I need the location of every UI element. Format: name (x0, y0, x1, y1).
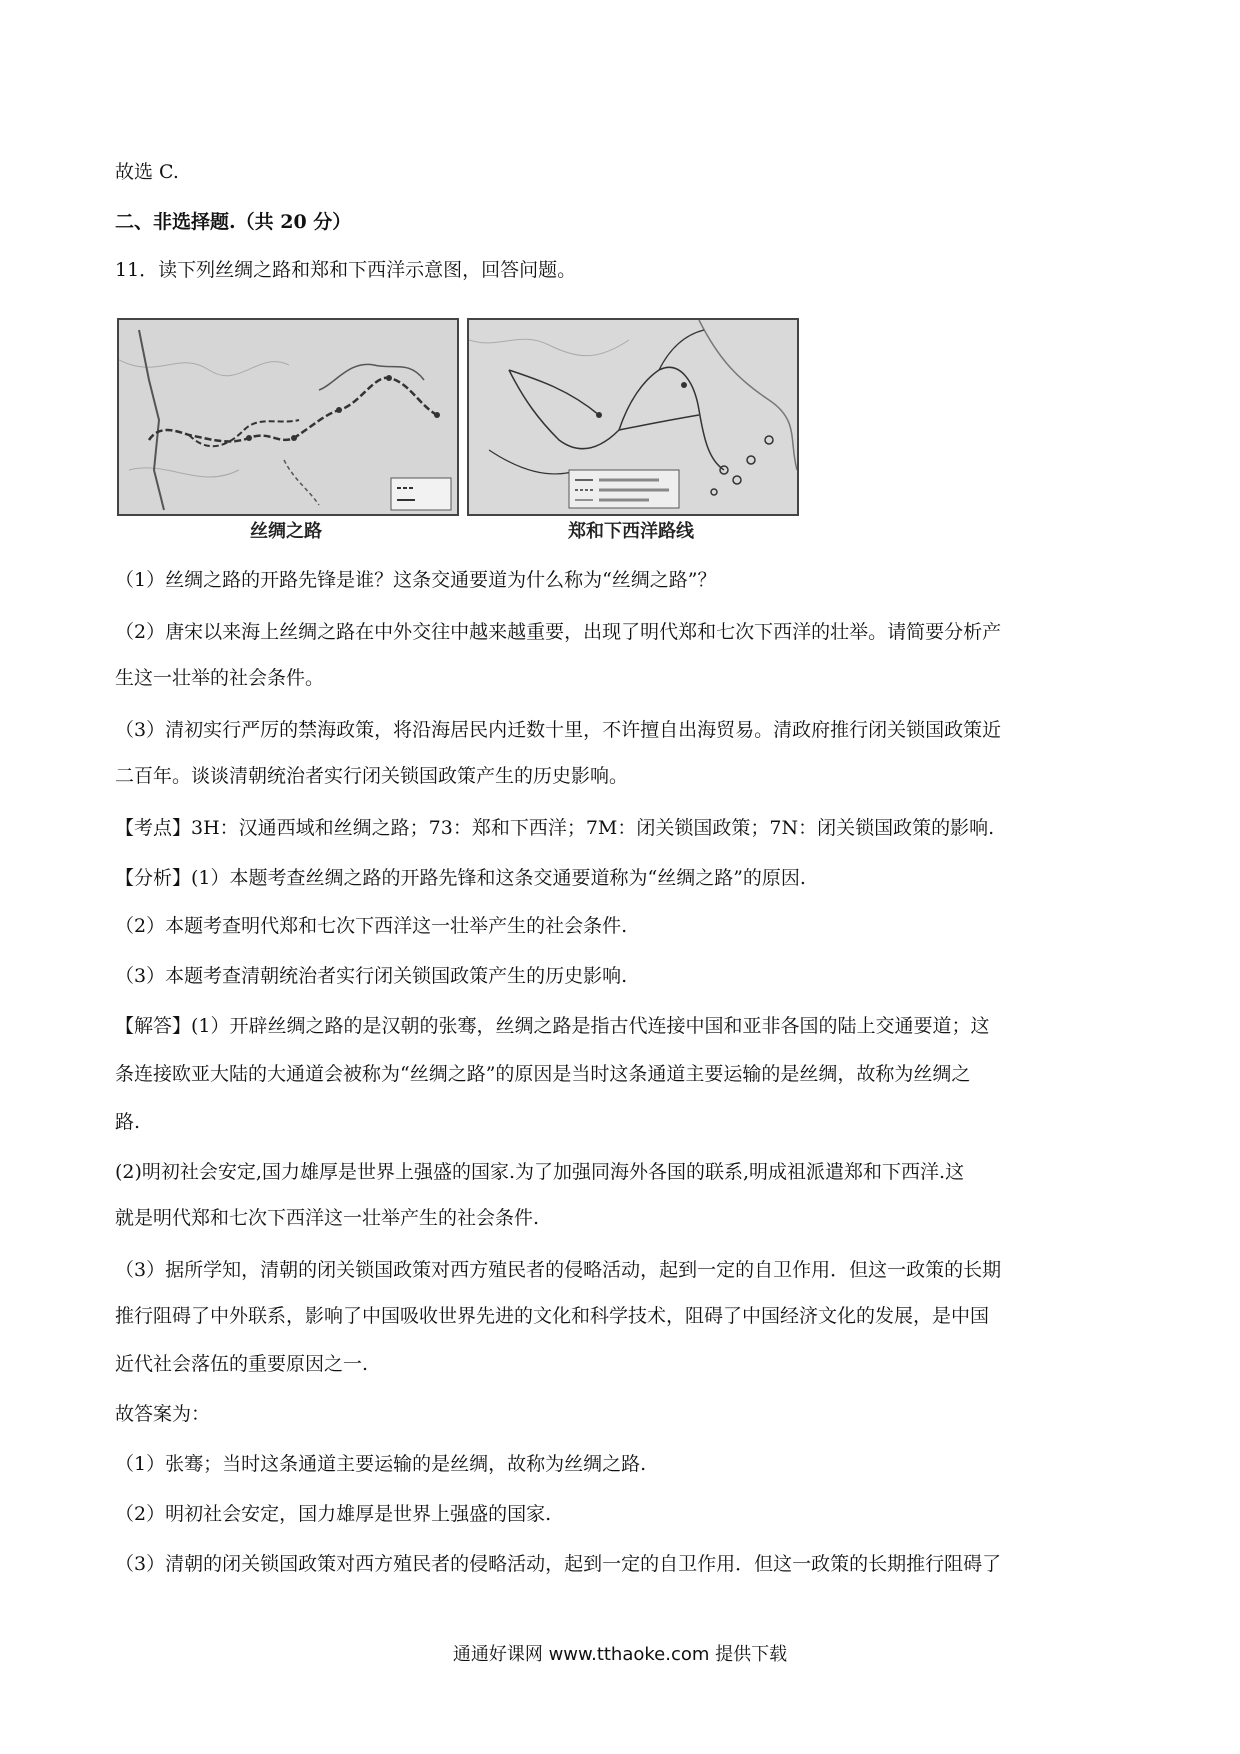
text-line: （3）清初实行严厉的禁海政策，将沿海居民内迁数十里，不许擅自出海贸易。清政府推行闭关锁国政策近 (115, 719, 1002, 741)
zhenghe-map-drawing (469, 320, 797, 514)
zhenghe-map (467, 318, 799, 516)
text-line: 生这一壮举的社会条件。 (115, 667, 325, 689)
text-line: 二百年。谈谈清朝统治者实行闭关锁国政策产生的历史影响。 (115, 765, 629, 787)
text-line: （1）张骞；当时这条通道主要运输的是丝绸，故称为丝绸之路. (115, 1453, 647, 1475)
text-line: （2）唐宋以来海上丝绸之路在中外交往中越来越重要，出现了明代郑和七次下西洋的壮举。请简要分析产 (115, 621, 1002, 643)
text-line: （2）本题考查明代郑和七次下西洋这一壮举产生的社会条件. (115, 915, 628, 937)
text-line: 11．读下列丝绸之路和郑和下西洋示意图，回答问题。 (115, 259, 577, 281)
text-line: （3）据所学知，清朝的闭关锁国政策对西方殖民者的侵略活动，起到一定的自卫作用．但这一政策的长期 (115, 1259, 1002, 1281)
silk-road-caption: 丝绸之路 (250, 521, 322, 542)
text-line: 故答案为： (115, 1403, 211, 1425)
silk-road-map (117, 318, 459, 516)
text-line: 故选 C. (115, 161, 179, 183)
page-footer: 通通好课网 www.tthaoke.com 提供下载 (452, 1644, 788, 1665)
text-line: （3）清朝的闭关锁国政策对西方殖民者的侵略活动，起到一定的自卫作用．但这一政策的长期推行阻碍了 (115, 1553, 1002, 1575)
map-figures (117, 318, 797, 546)
text-line: （2）明初社会安定，国力雄厚是世界上强盛的国家. (115, 1503, 552, 1525)
text-line: 【解答】(1）开辟丝绸之路的是汉朝的张骞，丝绸之路是指古代连接中国和亚非各国的陆上交通要道；这 (115, 1015, 990, 1037)
text-line: 条连接欧亚大陆的大通道会被称为“丝绸之路”的原因是当时这条通道主要运输的是丝绸，故称为丝绸之 (115, 1063, 971, 1085)
text-line: 二、非选择题.（共 20 分） (115, 211, 352, 233)
text-line: 【考点】3H：汉通西域和丝绸之路；73：郑和下西洋；7M：闭关锁国政策；7N：闭关锁国政策的影响. (115, 817, 995, 839)
text-line: 路. (115, 1111, 141, 1133)
text-line: 近代社会落伍的重要原因之一. (115, 1353, 369, 1375)
text-line: 【分析】(1）本题考查丝绸之路的开路先锋和这条交通要道称为“丝绸之路”的原因. (115, 867, 806, 889)
text-line: 就是明代郑和七次下西洋这一壮举产生的社会条件. (115, 1207, 540, 1229)
text-line: （1）丝绸之路的开路先锋是谁？这条交通要道为什么称为“丝绸之路”？ (115, 569, 717, 591)
zhenghe-caption: 郑和下西洋路线 (568, 521, 694, 542)
text-line: 推行阻碍了中外联系，影响了中国吸收世界先进的文化和科学技术，阻碍了中国经济文化的发展，是中国 (115, 1305, 990, 1327)
silk-road-map-drawing (119, 320, 457, 514)
text-line: (2)明初社会安定,国力雄厚是世界上强盛的国家.为了加强同海外各国的联系,明成祖派遣郑和下西洋.这 (115, 1161, 965, 1183)
text-line: （3）本题考查清朝统治者实行闭关锁国政策产生的历史影响. (115, 965, 628, 987)
